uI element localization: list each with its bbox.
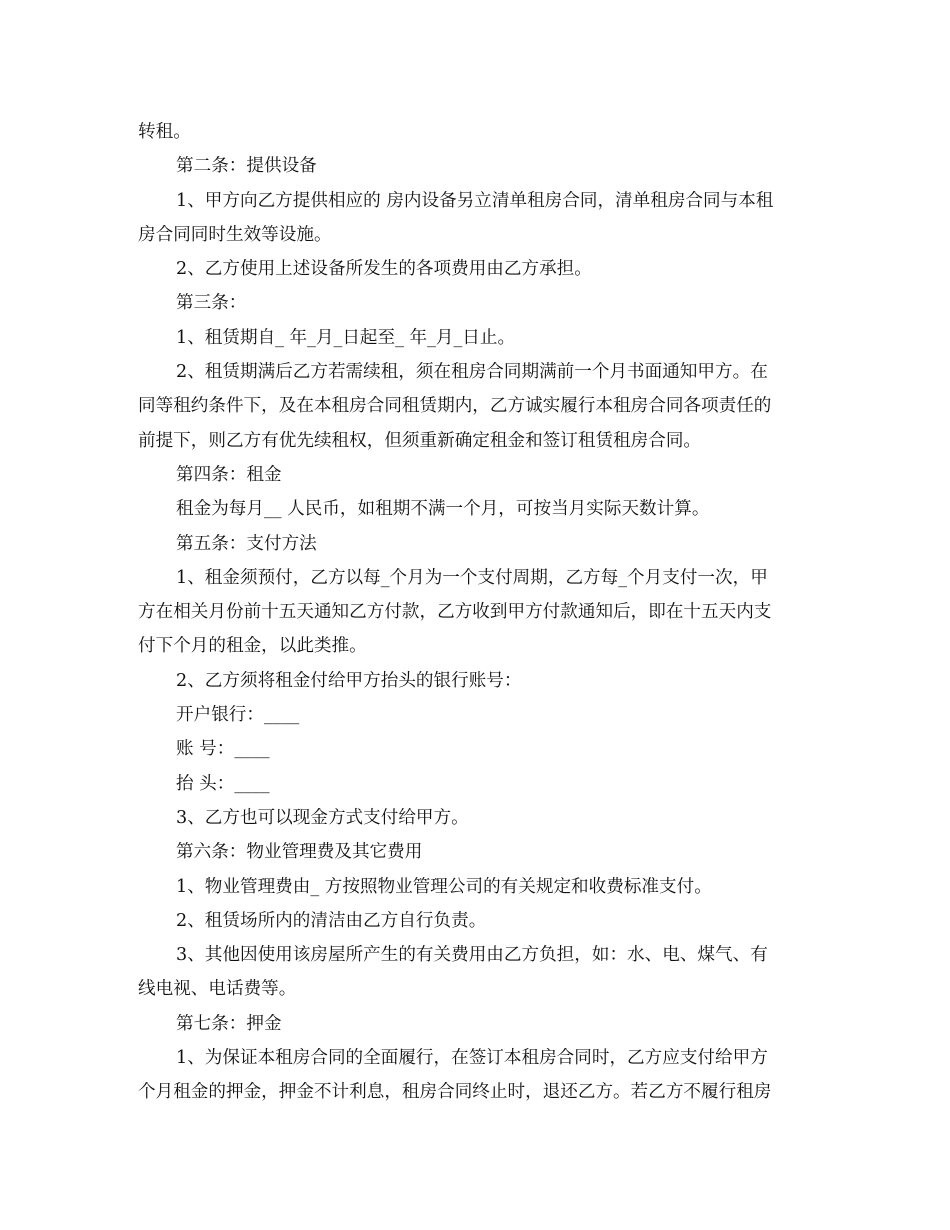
text-line: 同等租约条件下，及在本租房合同租赁期内，乙方诚实履行本租房合同各项责任的 [138,396,772,417]
text-line: 第五条：支付方法 [176,533,317,554]
text-line: 1、甲方向乙方提供相应的 房内设备另立清单租房合同，清单租房合同与本租 [176,190,774,211]
text-line: 2、租赁场所内的清洁由乙方自行负责。 [176,910,487,931]
text-line: 第七条：押金 [176,1013,282,1034]
text-line: 转租。 [138,122,191,142]
text-line: 1、租金须预付，乙方以每_个月为一个支付周期，乙方每_个月支付一次，甲 [176,567,768,588]
text-line: 抬 头：____ [176,773,270,794]
text-line: 前提下，则乙方有优先续租权，但须重新确定租金和签订租赁租房合同。 [138,430,702,451]
text-line: 1、租赁期自_ 年_月_日起至_ 年_月_日止。 [176,327,516,348]
text-line: 2、租赁期满后乙方若需续租，须在租房合同期满前一个月书面通知甲方。在 [176,362,768,383]
text-line: 第二条：提供设备 [176,156,317,177]
text-line: 3、其他因使用该房屋所产生的有关费用由乙方负担，如：水、电、煤气、有 [176,945,768,966]
text-line: 线电视、电话费等。 [138,979,297,1000]
text-line: 第三条： [176,293,247,314]
text-line: 个月租金的押金，押金不计利息，租房合同终止时，退还乙方。若乙方不履行租房 [138,1082,772,1103]
text-line: 第六条：物业管理费及其它费用 [176,842,423,863]
text-line: 开户银行：____ [176,705,300,726]
text-line: 2、乙方须将租金付给甲方抬头的银行账号： [176,670,522,691]
text-line: 租金为每月__ 人民币，如租期不满一个月，可按当月实际天数计算。 [176,499,710,520]
text-line: 1、为保证本租房合同的全面履行，在签订本租房合同时，乙方应支付给甲方 [176,1048,768,1069]
text-line: 第四条：租金 [176,464,282,485]
text-line: 方在相关月份前十五天通知乙方付款，乙方收到甲方付款通知后，即在十五天内支 [138,602,772,623]
text-line: 1、物业管理费由_ 方按照物业管理公司的有关规定和收费标准支付。 [176,876,712,897]
document-body [138,115,810,1110]
text-line: 房合同同时生效等设施。 [138,224,332,245]
text-line: 账 号：____ [176,739,270,760]
text-line: 付下个月的租金，以此类推。 [138,636,367,657]
text-line: 2、乙方使用上述设备所发生的各项费用由乙方承担。 [176,259,592,280]
text-line: 3、乙方也可以现金方式支付给甲方。 [176,807,469,828]
